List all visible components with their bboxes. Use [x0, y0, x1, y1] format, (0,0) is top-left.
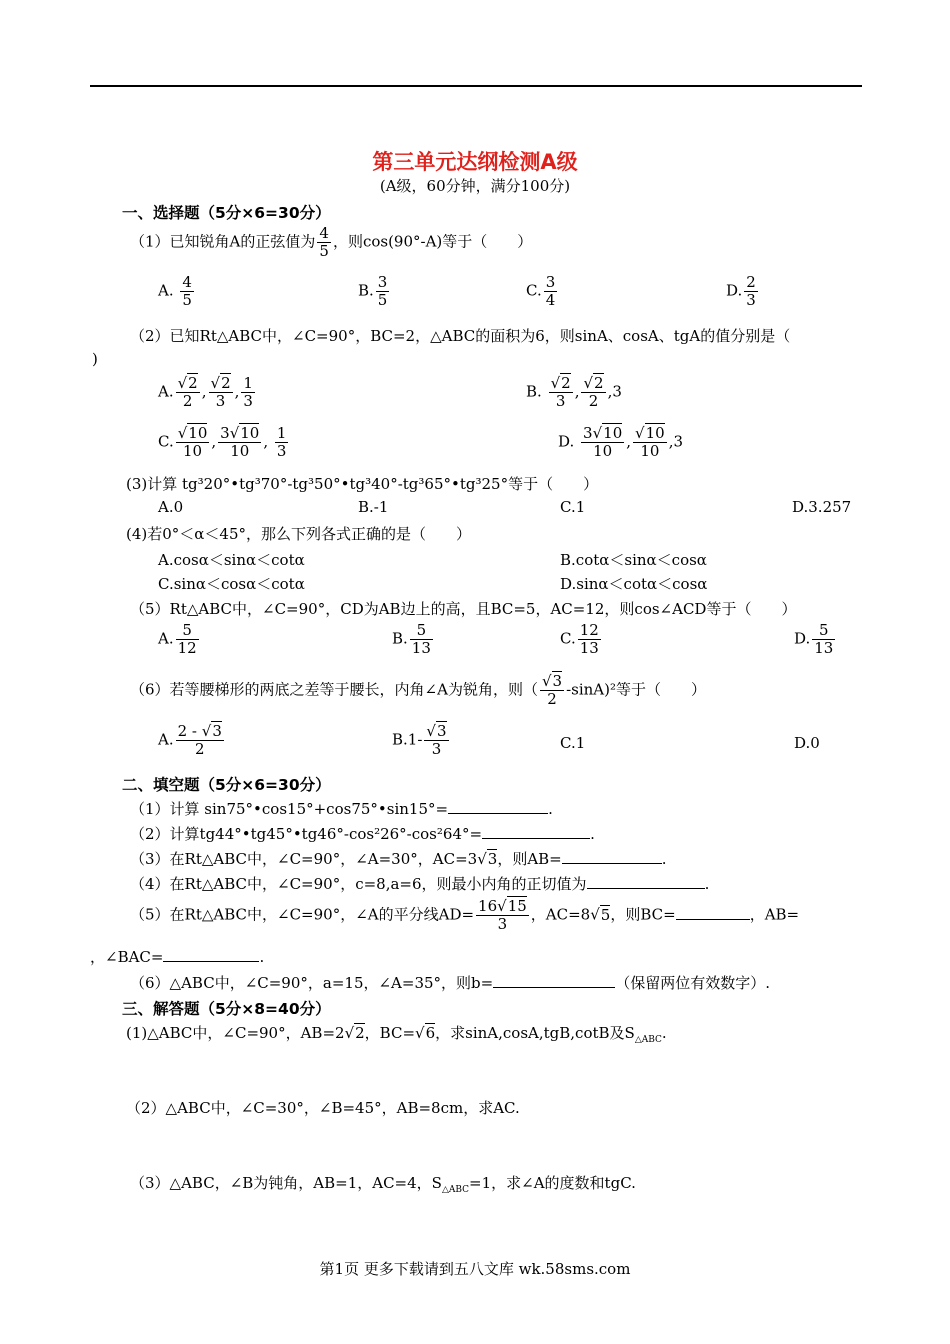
- s1-q3-stem: (3)计算 tg³20°•tg³70°-tg³50°•tg³40°-tg³65°•tg³25°等于（ ）: [126, 475, 599, 493]
- s1-q6-option-b[interactable]: B.1- $\frac{√3}{3}$: [392, 722, 447, 758]
- s3-q2: （2）△ABC中，∠C=30°，∠B=45°，AB=8cm，求AC.: [126, 1099, 520, 1117]
- s1-q2-stem-end: ): [92, 350, 98, 368]
- s3-q3: （3）△ABC，∠B为钝角，AB=1，AC=4，$S_{\triangle ABC}=1$，求∠A的度数和tgC.: [130, 1174, 636, 1195]
- s1-q1-option-d[interactable]: D. $\frac{2}{3}$: [726, 273, 756, 309]
- s1-q1-option-a[interactable]: A. $\frac{4}{5}$: [158, 273, 192, 309]
- s1-q1-fraction: $\frac{4}{5}$: [319, 224, 329, 260]
- s1-q4-option-b[interactable]: B.cotα＜sinα＜cosα: [560, 551, 707, 569]
- s2-q3: （3）在Rt△ABC中，∠C=90°，∠A=30°，AC=3√3，则AB= .: [130, 850, 667, 868]
- s2-q5-bc-blank[interactable]: [676, 919, 750, 920]
- s1-q1-option-b[interactable]: B. $\frac{3}{5}$: [358, 273, 388, 309]
- section-1-heading: 一、选择题（5分×6=30分）: [122, 204, 331, 222]
- s1-q3-option-d[interactable]: D.3.257: [792, 498, 852, 516]
- s2-q6-answer-blank[interactable]: [493, 987, 615, 988]
- s3-q1: (1)△ABC中，∠C=90°，AB=2√2，BC=√6，求sinA,cosA,tgB,cotB及$S_{\triangle ABC}$.: [126, 1024, 667, 1045]
- s1-q2-option-c[interactable]: C. $\frac{√10}{10}$ , $\frac{3√10}{10}$ , $\frac{1}{3}$: [158, 424, 287, 460]
- section-3-heading: 三、解答题（5分×8=40分）: [122, 1000, 331, 1018]
- s1-q6-option-c[interactable]: C.1: [560, 734, 586, 752]
- s1-q2-option-a[interactable]: A. $\frac{√2}{2}$ , $\frac{√2}{3}$ , $\frac{1}{3}$: [158, 374, 253, 410]
- s2-q5: （5）在Rt△ABC中，∠C=90°，∠A的平分线AD= $\frac{16√15}{3}$ ，AC=8√5，则BC= ，AB=: [130, 897, 800, 933]
- s1-q2-stem: （2）已知Rt△ABC中，∠C=90°，BC=2，△ABC的面积为6，则sinA、cosA、tgA的值分别是（: [130, 327, 791, 345]
- header-rule: [90, 85, 862, 87]
- page-footer: 第1页 更多下载请到五八文库 wk.58sms.com: [319, 1260, 631, 1278]
- s2-q1: （1）计算 sin75°•cos15°+cos75°•sin15°= .: [130, 800, 553, 818]
- s1-q5-option-b[interactable]: B. $\frac{5}{13}$: [392, 621, 431, 657]
- s2-q4: （4）在Rt△ABC中，∠C=90°，c=8,a=6，则最小内角的正切值为 .: [130, 875, 710, 893]
- s1-q5-option-d[interactable]: D. $\frac{5}{13}$: [794, 621, 834, 657]
- s1-q4-option-c[interactable]: C.sinα＜cosα＜cotα: [158, 575, 305, 593]
- s1-q1: [130, 225, 532, 260]
- s2-q2-answer-blank[interactable]: [482, 838, 590, 839]
- section-2-heading: 二、填空题（5分×6=30分）: [122, 776, 331, 794]
- s1-q2-option-d[interactable]: D. $\frac{3√10}{10}$ , $\frac{√10}{10}$ ,3: [558, 424, 683, 460]
- s1-q6-option-d[interactable]: D.0: [794, 734, 820, 752]
- page-title: 第三单元达纲检测A级: [372, 150, 578, 174]
- s1-q3-option-a[interactable]: A.0: [158, 498, 184, 516]
- s1-q6: （6）若等腰梯形的两底之差等于腰长，内角∠A为锐角，则（ $\frac{√3}{2}$ -sinA)²等于（ ）: [130, 672, 706, 708]
- s2-q4-answer-blank[interactable]: [587, 888, 705, 889]
- s1-q3-option-b[interactable]: B.-1: [358, 498, 389, 516]
- s1-q4-option-d[interactable]: D.sinα＜cotα＜cosα: [560, 575, 708, 593]
- s2-q3-answer-blank[interactable]: [562, 863, 662, 864]
- s2-q1-answer-blank[interactable]: [448, 813, 548, 814]
- s2-q6: （6）△ABC中，∠C=90°，a=15，∠A=35°，则b= （保留两位有效数字）.: [130, 974, 770, 992]
- s2-q5-line2: ，∠BAC= .: [90, 948, 265, 966]
- s1-q1-stem: （1）已知锐角A的正弦值为: [130, 232, 316, 251]
- s1-q5-option-c[interactable]: C. $\frac{12}{13}$: [560, 621, 599, 657]
- s1-q1-stem2: ，则cos(90°-A)等于（ ）: [332, 232, 533, 251]
- s1-q3-option-c[interactable]: C.1: [560, 498, 586, 516]
- s1-q5-stem: （5）Rt△ABC中，∠C=90°，CD为AB边上的高，且BC=5，AC=12，则cos∠ACD等于（ ）: [130, 600, 797, 618]
- page-subtitle: (A级，60分钟，满分100分): [379, 177, 571, 195]
- s1-q5-option-a[interactable]: A. $\frac{5}{12}$: [158, 621, 197, 657]
- s2-q2: （2）计算tg44°•tg45°•tg46°-cos²26°-cos²64°= .: [130, 825, 595, 843]
- s1-q4-stem: (4)若0°＜α＜45°，那么下列各式正确的是（ ）: [126, 525, 472, 543]
- s2-q5-bac-blank[interactable]: [163, 961, 259, 962]
- s1-q6-option-a[interactable]: A. $\frac{2 - √3}{2}$: [158, 722, 222, 758]
- s1-q1-option-c[interactable]: C. $\frac{3}{4}$: [526, 273, 556, 309]
- s1-q2-option-b[interactable]: B. $\frac{√2}{3}$ , $\frac{√2}{2}$ ,3: [526, 374, 622, 410]
- s1-q4-option-a[interactable]: A.cosα＜sinα＜cotα: [158, 551, 305, 569]
